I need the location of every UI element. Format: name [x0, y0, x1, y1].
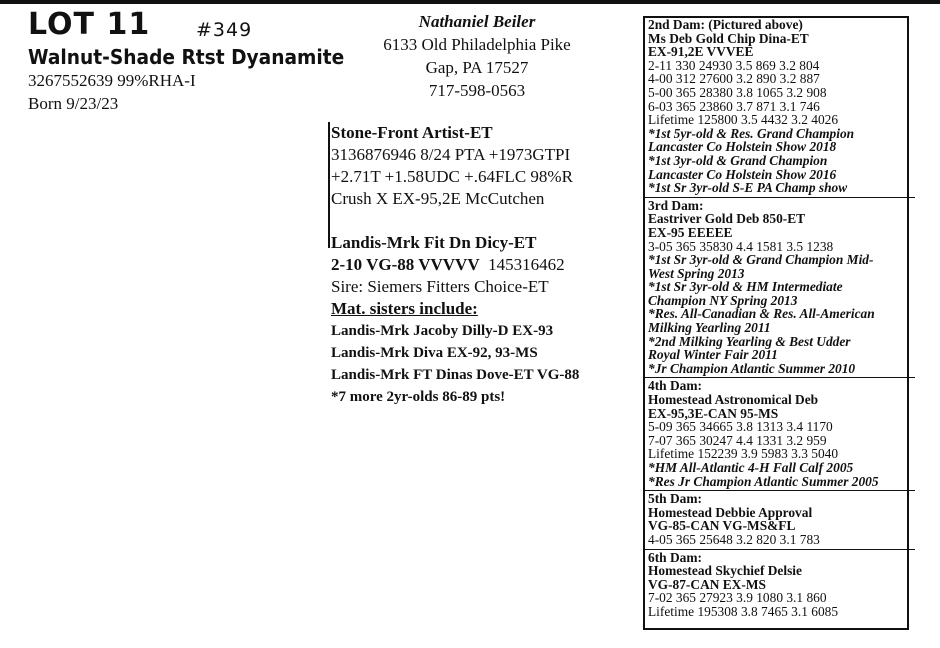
dam-sire: Sire: Siemers Fitters Choice-ET: [331, 277, 549, 296]
production-record: 5-09 365 34665 3.8 1313 3.4 1170: [648, 419, 833, 435]
production-record: Lifetime 195308 3.8 7465 3.1 6085: [648, 603, 839, 619]
show-note: West Spring 2013: [648, 265, 745, 281]
show-note: *Jr Champion Atlantic Summer 2010: [648, 360, 856, 376]
dam-header: 3rd Dam:: [648, 197, 704, 213]
dam-name: Landis-Mrk Fit Dn Dicy-ET: [331, 233, 537, 252]
mat-sisters-header: Mat. sisters include:: [331, 299, 478, 318]
dam-name: Ms Deb Gold Chip Dina-ET: [648, 30, 809, 46]
show-note: *1st Sr 3yr-old S-E PA Champ show: [648, 180, 848, 196]
show-note: *1st Sr 3yr-old & HM Intermediate: [648, 279, 843, 295]
consignor-phone: 717-598-0563: [428, 81, 526, 100]
consignor-block: [370, 10, 584, 102]
production-record: 7-02 365 27923 3.9 1080 3.1 860: [648, 590, 827, 606]
dam-classification: EX-95 EEEEE: [648, 224, 733, 240]
production-record: Lifetime 152239 3.9 5983 3.3 5040: [648, 446, 839, 462]
sire-genomics-line2: +2.71T +1.58UDC +.64FLC 98%R: [331, 167, 573, 186]
dam-name: Eastriver Gold Deb 850-ET: [648, 211, 806, 227]
consignor-address-line1: 6133 Old Philadelphia Pike: [383, 35, 571, 54]
dam-classification: VG-87-CAN EX-MS: [648, 576, 766, 592]
birth-date: Born 9/23/23: [28, 94, 119, 113]
show-note: *1st Sr 3yr-old & Grand Champion Mid-: [648, 252, 874, 268]
sire-pedigree: Crush X EX-95,2E McCutchen: [331, 189, 545, 208]
show-note: *1st 3yr-old & Grand Champion: [648, 152, 828, 168]
dam-name: Homestead Skychief Delsie: [648, 563, 802, 579]
show-note: *Res. All-Canadian & Res. All-American: [648, 306, 875, 322]
mat-sister: Landis-Mrk Diva EX-92, 93-MS: [331, 345, 538, 361]
lot-label: LOT 11: [28, 7, 151, 42]
mat-sister: Landis-Mrk Jacoby Dilly-D EX-93: [331, 323, 554, 339]
show-note: Champion NY Spring 2013: [648, 292, 798, 308]
show-note: *HM All-Atlantic 4-H Fall Calf 2005: [648, 460, 854, 475]
dam-registration: 145316462: [488, 255, 565, 274]
consignor-address-line2: Gap, PA 17527: [425, 58, 529, 77]
catalog-number: #349: [196, 19, 253, 41]
production-record: 7-07 365 30247 4.4 1331 3.2 959: [648, 432, 827, 448]
consignor-name: Nathaniel Beiler: [418, 12, 536, 31]
dam-classification: VG-85-CAN VG-MS&FL: [648, 518, 796, 534]
show-note: *1st 5yr-old & Res. Grand Champion: [648, 125, 855, 141]
production-record: 5-00 365 28380 3.8 1065 3.2 908: [648, 84, 827, 100]
show-note: Lancaster Co Holstein Show 2016: [648, 166, 837, 182]
dam-classification: 2-10 VG-88 VVVVV: [331, 255, 480, 274]
production-record: 2-11 330 24930 3.5 869 3.2 804: [648, 57, 820, 73]
pedigree-bracket: [328, 122, 330, 248]
show-note: *2nd Milking Yearling & Best Udder: [648, 333, 851, 349]
sire-name: Stone-Front Artist-ET: [331, 123, 493, 142]
production-record: 4-05 365 25648 3.2 820 3.1 783: [648, 531, 820, 547]
sire-genomics-line1: 3136876946 8/24 PTA +1973GTPI: [331, 145, 571, 164]
show-note: *Res Jr Champion Atlantic Summer 2005: [648, 473, 879, 489]
show-note: Milking Yearling 2011: [648, 320, 771, 336]
dam-header: 2nd Dam: (Pictured above): [648, 17, 803, 32]
production-record: 4-00 312 27600 3.2 890 3.2 887: [648, 71, 820, 87]
maternal-line: [648, 18, 910, 619]
pedigree-block: [331, 122, 627, 408]
more-note: *7 more 2yr-olds 86-89 pts!: [331, 389, 506, 405]
dam-header: 6th Dam:: [648, 549, 702, 565]
mat-sister: Landis-Mrk FT Dinas Dove-ET VG-88: [331, 367, 580, 383]
dam-name: Homestead Astronomical Deb: [648, 392, 819, 408]
top-rule: [0, 0, 940, 4]
dam-classification: EX-91,2E VVVEE: [648, 44, 754, 60]
dam-classification-line: [331, 254, 627, 276]
production-record: 6-03 365 23860 3.7 871 3.1 746: [648, 98, 820, 114]
production-record: 3-05 365 35830 4.4 1581 3.5 1238: [648, 238, 834, 254]
dam-name: Homestead Debbie Approval: [648, 504, 813, 520]
animal-registration: 3267552639 99%RHA-I: [28, 71, 196, 90]
dam-header: 4th Dam:: [648, 378, 702, 394]
show-note: Royal Winter Fair 2011: [648, 347, 778, 363]
animal-name: Walnut-Shade Rtst Dyanamite: [28, 45, 345, 69]
dam-header: 5th Dam:: [648, 491, 702, 507]
dam-classification: EX-95,3E-CAN 95-MS: [648, 405, 779, 421]
show-note: Lancaster Co Holstein Show 2018: [648, 139, 837, 155]
production-record: Lifetime 125800 3.5 4432 3.2 4026: [648, 112, 839, 128]
